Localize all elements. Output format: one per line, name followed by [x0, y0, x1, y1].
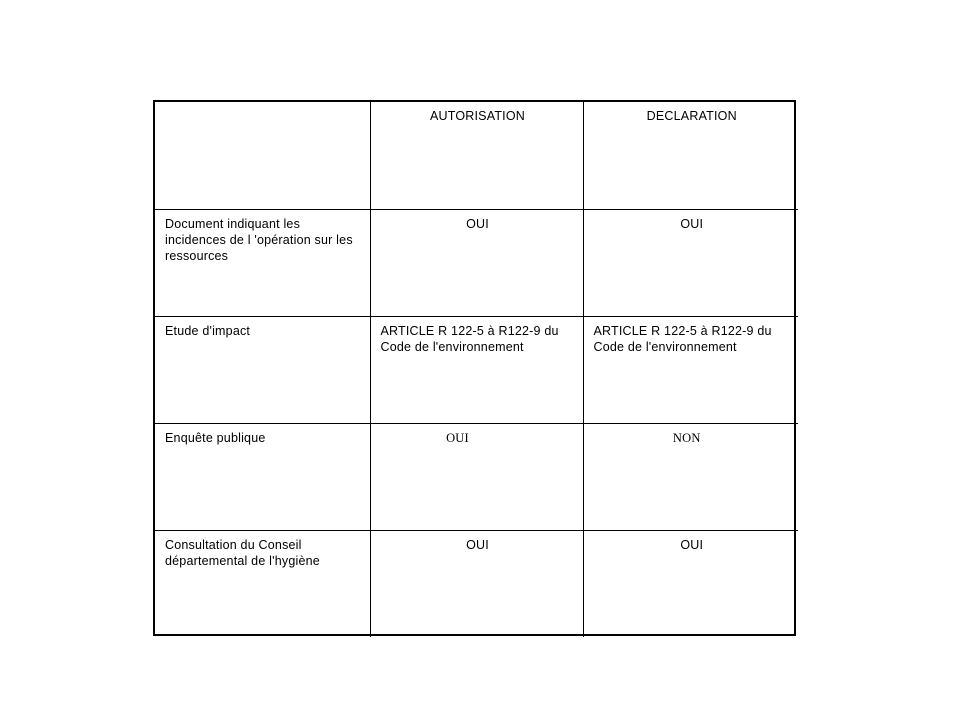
- table-row: [155, 530, 798, 637]
- table-row: [155, 423, 798, 530]
- procedure-comparison-table: [153, 100, 796, 636]
- table-row: [155, 209, 798, 316]
- cell-declaration: OUI: [583, 209, 798, 316]
- header-row: [155, 102, 798, 209]
- row-label: Consultation du Conseil départemental de l'hygiène: [155, 530, 370, 637]
- row-label: Document indiquant les incidences de l 'opération sur les ressources: [155, 209, 370, 316]
- table-row: [155, 316, 798, 423]
- cell-declaration: OUI: [583, 530, 798, 637]
- row-label: Enquête publique: [155, 423, 370, 530]
- cell-declaration: ARTICLE R 122-5 à R122-9 du Code de l'environnement: [583, 316, 798, 423]
- cell-autorisation: OUI: [370, 209, 583, 316]
- cell-declaration: NON: [583, 423, 798, 530]
- row-label: Etude d'impact: [155, 316, 370, 423]
- cell-autorisation: OUI: [370, 530, 583, 637]
- header-empty-cell: [155, 102, 370, 209]
- header-declaration: DECLARATION: [583, 102, 798, 209]
- header-autorisation: AUTORISATION: [370, 102, 583, 209]
- cell-autorisation: ARTICLE R 122-5 à R122-9 du Code de l'environnement: [370, 316, 583, 423]
- comparison-grid: [155, 102, 798, 637]
- cell-autorisation: OUI: [370, 423, 583, 530]
